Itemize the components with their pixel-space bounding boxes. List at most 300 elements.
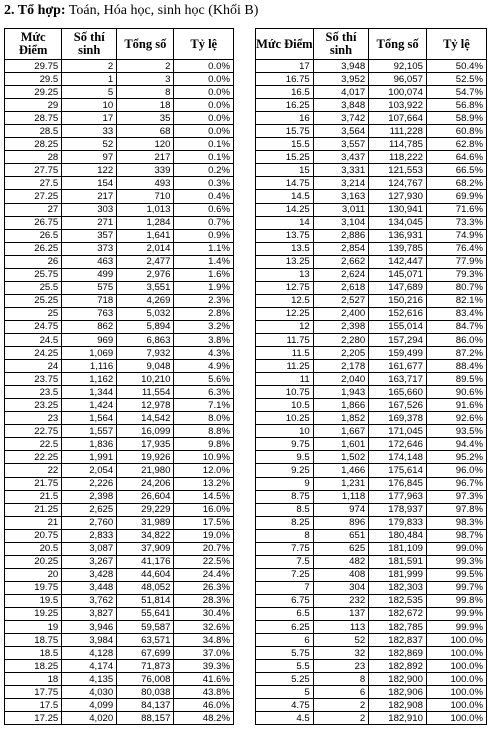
total-cell: 92,105 <box>369 60 427 73</box>
ratio-cell: 1.4% <box>174 255 234 268</box>
table-row <box>5 125 234 138</box>
total-cell: 8 <box>117 86 174 99</box>
table-row <box>5 281 234 294</box>
score-cell: 15.5 <box>256 138 314 151</box>
ratio-cell: 50.4% <box>426 60 486 73</box>
score-cell: 23.5 <box>5 386 62 399</box>
total-cell: 37,909 <box>117 542 174 555</box>
count-cell: 122 <box>62 164 117 177</box>
table-row <box>256 333 487 346</box>
table-row <box>5 386 234 399</box>
table-row <box>5 190 234 203</box>
score-cell: 12.75 <box>256 281 314 294</box>
ratio-cell: 1.1% <box>174 242 234 255</box>
count-cell: 1,162 <box>62 373 117 386</box>
ratio-cell: 64.6% <box>426 151 486 164</box>
total-cell: 130,941 <box>369 203 427 216</box>
total-cell: 84,137 <box>117 699 174 712</box>
table-row <box>5 490 234 503</box>
total-cell: 2,976 <box>117 268 174 281</box>
score-cell: 14.75 <box>256 177 314 190</box>
count-cell: 232 <box>313 594 368 607</box>
score-cell: 22 <box>5 464 62 477</box>
total-cell: 171,045 <box>369 425 427 438</box>
table-row <box>5 686 234 699</box>
count-cell: 1,118 <box>313 490 368 503</box>
table-row <box>256 190 487 203</box>
score-cell: 12 <box>256 320 314 333</box>
score-cell: 20.25 <box>5 555 62 568</box>
ratio-cell: 91.6% <box>426 399 486 412</box>
table-row <box>5 177 234 190</box>
score-cell: 22.75 <box>5 425 62 438</box>
count-cell: 3,827 <box>62 607 117 620</box>
total-cell: 152,616 <box>369 307 427 320</box>
count-cell: 1,557 <box>62 425 117 438</box>
count-cell: 1,424 <box>62 399 117 412</box>
score-cell: 5 <box>256 686 314 699</box>
table-row <box>256 568 487 581</box>
score-cell: 28 <box>5 151 62 164</box>
table-row <box>5 60 234 73</box>
ratio-cell: 30.4% <box>174 607 234 620</box>
table-row <box>5 425 234 438</box>
score-cell: 16.75 <box>256 73 314 86</box>
count-cell: 137 <box>313 607 368 620</box>
table-row <box>5 542 234 555</box>
score-cell: 15.25 <box>256 151 314 164</box>
table-row <box>256 542 487 555</box>
score-cell: 6 <box>256 634 314 647</box>
header-count: Số thí sinh <box>62 29 117 60</box>
count-cell: 3,163 <box>313 190 368 203</box>
count-cell: 763 <box>62 307 117 320</box>
table-row <box>256 60 487 73</box>
table-row <box>256 177 487 190</box>
total-cell: 100,074 <box>369 86 427 99</box>
total-cell: 155,014 <box>369 320 427 333</box>
table-row <box>256 138 487 151</box>
count-cell: 97 <box>62 151 117 164</box>
score-cell: 21.25 <box>5 503 62 516</box>
total-cell: 107,664 <box>369 112 427 125</box>
count-cell: 2,178 <box>313 360 368 373</box>
ratio-cell: 4.9% <box>174 360 234 373</box>
total-cell: 157,294 <box>369 333 427 346</box>
count-cell: 2,398 <box>62 490 117 503</box>
score-cell: 18.75 <box>5 634 62 647</box>
table-row <box>5 594 234 607</box>
table-row <box>5 112 234 125</box>
total-cell: 182,869 <box>369 647 427 660</box>
total-cell: 7,932 <box>117 347 174 360</box>
count-cell: 2,760 <box>62 516 117 529</box>
header-score: Mức Điểm <box>5 29 62 60</box>
total-cell: 120 <box>117 138 174 151</box>
ratio-cell: 99.0% <box>426 542 486 555</box>
count-cell: 1 <box>62 73 117 86</box>
score-cell: 19.25 <box>5 607 62 620</box>
count-cell: 3,848 <box>313 99 368 112</box>
total-cell: 167,526 <box>369 399 427 412</box>
total-cell: 12,978 <box>117 399 174 412</box>
header-ratio: Tỷ lệ <box>174 29 234 60</box>
table-row <box>256 607 487 620</box>
score-cell: 20.5 <box>5 542 62 555</box>
total-cell: 182,900 <box>369 673 427 686</box>
ratio-cell: 37.0% <box>174 647 234 660</box>
table-row <box>256 255 487 268</box>
total-cell: 55,641 <box>117 607 174 620</box>
table-row <box>5 203 234 216</box>
table-row <box>5 360 234 373</box>
table-row <box>256 151 487 164</box>
score-cell: 7.5 <box>256 555 314 568</box>
count-cell: 2,625 <box>62 503 117 516</box>
table-row <box>5 647 234 660</box>
ratio-cell: 6.3% <box>174 386 234 399</box>
total-cell: 2,014 <box>117 242 174 255</box>
total-cell: 59,587 <box>117 621 174 634</box>
total-cell: 180,484 <box>369 529 427 542</box>
total-cell: 16,099 <box>117 425 174 438</box>
total-cell: 35 <box>117 112 174 125</box>
total-cell: 114,785 <box>369 138 427 151</box>
ratio-cell: 1.6% <box>174 268 234 281</box>
count-cell: 1,836 <box>62 438 117 451</box>
ratio-cell: 22.5% <box>174 555 234 568</box>
score-cell: 29 <box>5 99 62 112</box>
count-cell: 52 <box>62 138 117 151</box>
count-cell: 2,040 <box>313 373 368 386</box>
total-cell: 1,284 <box>117 216 174 229</box>
count-cell: 2 <box>313 699 368 712</box>
ratio-cell: 0.4% <box>174 190 234 203</box>
table-body-left <box>5 60 234 725</box>
ratio-cell: 92.6% <box>426 412 486 425</box>
table-row <box>256 425 487 438</box>
score-cell: 26.75 <box>5 216 62 229</box>
count-cell: 4,174 <box>62 660 117 673</box>
count-cell: 23 <box>313 660 368 673</box>
count-cell: 1,667 <box>313 425 368 438</box>
ratio-cell: 0.7% <box>174 216 234 229</box>
total-cell: 165,660 <box>369 386 427 399</box>
ratio-cell: 100.0% <box>426 712 486 725</box>
table-row <box>5 242 234 255</box>
total-cell: 150,216 <box>369 294 427 307</box>
count-cell: 2,205 <box>313 347 368 360</box>
total-cell: 4,269 <box>117 294 174 307</box>
total-cell: 18 <box>117 99 174 112</box>
count-cell: 3,267 <box>62 555 117 568</box>
score-cell: 5.75 <box>256 647 314 660</box>
count-cell: 3,948 <box>313 60 368 73</box>
count-cell: 2,624 <box>313 268 368 281</box>
table-row <box>5 333 234 346</box>
score-cell: 9.25 <box>256 464 314 477</box>
table-row <box>256 307 487 320</box>
ratio-cell: 0.2% <box>174 164 234 177</box>
score-cell: 16.25 <box>256 99 314 112</box>
ratio-cell: 96.7% <box>426 477 486 490</box>
table-row <box>5 294 234 307</box>
ratio-cell: 79.3% <box>426 268 486 281</box>
count-cell: 217 <box>62 190 117 203</box>
table-row <box>5 438 234 451</box>
total-cell: 134,045 <box>369 216 427 229</box>
total-cell: 136,931 <box>369 229 427 242</box>
count-cell: 2,054 <box>62 464 117 477</box>
score-cell: 19 <box>5 621 62 634</box>
count-cell: 4,135 <box>62 673 117 686</box>
ratio-cell: 100.0% <box>426 634 486 647</box>
score-cell: 5.25 <box>256 673 314 686</box>
score-cell: 22.5 <box>5 438 62 451</box>
table-row <box>256 294 487 307</box>
ratio-cell: 99.3% <box>426 555 486 568</box>
table-row <box>256 164 487 177</box>
table-row <box>5 99 234 112</box>
count-cell: 3,214 <box>313 177 368 190</box>
table-row <box>5 216 234 229</box>
count-cell: 482 <box>313 555 368 568</box>
ratio-cell: 96.0% <box>426 464 486 477</box>
table-row <box>5 320 234 333</box>
ratio-cell: 34.8% <box>174 634 234 647</box>
table-row <box>5 634 234 647</box>
score-cell: 27.5 <box>5 177 62 190</box>
score-cell: 25.75 <box>5 268 62 281</box>
table-row <box>5 307 234 320</box>
table-row <box>5 477 234 490</box>
total-cell: 178,937 <box>369 503 427 516</box>
ratio-cell: 13.2% <box>174 477 234 490</box>
score-cell: 17 <box>256 60 314 73</box>
count-cell: 1,564 <box>62 412 117 425</box>
table-row <box>5 621 234 634</box>
score-cell: 15 <box>256 164 314 177</box>
ratio-cell: 94.4% <box>426 438 486 451</box>
total-cell: 48,052 <box>117 581 174 594</box>
score-cell: 18.5 <box>5 647 62 660</box>
score-cell: 18.25 <box>5 660 62 673</box>
table-row <box>256 347 487 360</box>
total-cell: 34,822 <box>117 529 174 542</box>
score-cell: 6.25 <box>256 621 314 634</box>
table-row <box>256 699 487 712</box>
total-cell: 71,873 <box>117 660 174 673</box>
score-cell: 28.75 <box>5 112 62 125</box>
table-body-right <box>256 60 487 725</box>
table-row <box>256 621 487 634</box>
score-cell: 9.75 <box>256 438 314 451</box>
table-row <box>5 699 234 712</box>
ratio-cell: 54.7% <box>426 86 486 99</box>
count-cell: 6 <box>313 686 368 699</box>
ratio-cell: 86.0% <box>426 333 486 346</box>
total-cell: 175,614 <box>369 464 427 477</box>
count-cell: 3,448 <box>62 581 117 594</box>
total-cell: 19,926 <box>117 451 174 464</box>
total-cell: 181,999 <box>369 568 427 581</box>
table-row <box>5 164 234 177</box>
ratio-cell: 43.8% <box>174 686 234 699</box>
count-cell: 2,833 <box>62 529 117 542</box>
table-row <box>5 607 234 620</box>
ratio-cell: 99.9% <box>426 607 486 620</box>
score-cell: 14.5 <box>256 190 314 203</box>
count-cell: 1,991 <box>62 451 117 464</box>
count-cell: 2,400 <box>313 307 368 320</box>
total-cell: 339 <box>117 164 174 177</box>
ratio-cell: 68.2% <box>426 177 486 190</box>
header-count: Số thí sinh <box>313 29 368 60</box>
count-cell: 2,280 <box>313 333 368 346</box>
ratio-cell: 3.8% <box>174 333 234 346</box>
count-cell: 1,943 <box>313 386 368 399</box>
total-cell: 5,032 <box>117 307 174 320</box>
total-cell: 51,814 <box>117 594 174 607</box>
header-total: Tổng số <box>369 29 427 60</box>
table-row <box>256 112 487 125</box>
total-cell: 182,672 <box>369 607 427 620</box>
table-row <box>256 555 487 568</box>
score-cell: 16 <box>256 112 314 125</box>
score-cell: 10.75 <box>256 386 314 399</box>
total-cell: 172,646 <box>369 438 427 451</box>
ratio-cell: 87.2% <box>426 347 486 360</box>
ratio-cell: 90.6% <box>426 386 486 399</box>
table-row <box>256 712 487 725</box>
count-cell: 974 <box>313 503 368 516</box>
count-cell: 10 <box>62 99 117 112</box>
header-ratio: Tỷ lệ <box>426 29 486 60</box>
count-cell: 32 <box>313 647 368 660</box>
table-row <box>256 673 487 686</box>
table-row <box>256 216 487 229</box>
ratio-cell: 39.3% <box>174 660 234 673</box>
table-row <box>5 373 234 386</box>
ratio-cell: 100.0% <box>426 699 486 712</box>
count-cell: 3,984 <box>62 634 117 647</box>
score-cell: 25.5 <box>5 281 62 294</box>
table-row <box>5 412 234 425</box>
ratio-cell: 97.3% <box>426 490 486 503</box>
ratio-cell: 60.8% <box>426 125 486 138</box>
total-cell: 63,571 <box>117 634 174 647</box>
count-cell: 408 <box>313 568 368 581</box>
count-cell: 3,762 <box>62 594 117 607</box>
total-cell: 80,038 <box>117 686 174 699</box>
ratio-cell: 0.3% <box>174 177 234 190</box>
table-row <box>5 464 234 477</box>
table-row <box>256 386 487 399</box>
count-cell: 2,527 <box>313 294 368 307</box>
score-cell: 14.25 <box>256 203 314 216</box>
ratio-cell: 28.3% <box>174 594 234 607</box>
table-row <box>256 438 487 451</box>
count-cell: 3,952 <box>313 73 368 86</box>
ratio-cell: 99.8% <box>426 594 486 607</box>
total-cell: 181,109 <box>369 542 427 555</box>
total-cell: 96,057 <box>369 73 427 86</box>
table-row <box>5 529 234 542</box>
score-cell: 17.25 <box>5 712 62 725</box>
score-cell: 10.5 <box>256 399 314 412</box>
count-cell: 3,557 <box>313 138 368 151</box>
score-cell: 6.75 <box>256 594 314 607</box>
score-cell: 28.5 <box>5 125 62 138</box>
total-cell: 493 <box>117 177 174 190</box>
table-row <box>256 451 487 464</box>
score-cell: 7 <box>256 581 314 594</box>
score-cell: 25.25 <box>5 294 62 307</box>
table-row <box>256 360 487 373</box>
score-cell: 24.75 <box>5 320 62 333</box>
table-row <box>256 373 487 386</box>
ratio-cell: 100.0% <box>426 647 486 660</box>
total-cell: 121,553 <box>369 164 427 177</box>
count-cell: 862 <box>62 320 117 333</box>
table-row <box>5 555 234 568</box>
table-row <box>256 203 487 216</box>
count-cell: 52 <box>313 634 368 647</box>
total-cell: 174,148 <box>369 451 427 464</box>
section-title: Toán, Hóa học, sinh học (Khối B) <box>65 3 259 18</box>
count-cell: 2,398 <box>313 320 368 333</box>
score-cell: 13.25 <box>256 255 314 268</box>
ratio-cell: 0.9% <box>174 229 234 242</box>
count-cell: 575 <box>62 281 117 294</box>
table-row <box>256 268 487 281</box>
ratio-cell: 2.3% <box>174 294 234 307</box>
table-row <box>256 464 487 477</box>
ratio-cell: 0.0% <box>174 86 234 99</box>
ratio-cell: 58.9% <box>426 112 486 125</box>
score-cell: 8.75 <box>256 490 314 503</box>
total-cell: 182,910 <box>369 712 427 725</box>
count-cell: 3,742 <box>313 112 368 125</box>
total-cell: 26,604 <box>117 490 174 503</box>
ratio-cell: 0.1% <box>174 151 234 164</box>
table-row <box>256 647 487 660</box>
table-row <box>256 281 487 294</box>
count-cell: 113 <box>313 621 368 634</box>
total-cell: 176,845 <box>369 477 427 490</box>
total-cell: 3,551 <box>117 281 174 294</box>
header-score: Mức Điểm <box>256 29 314 60</box>
score-cell: 24 <box>5 360 62 373</box>
ratio-cell: 74.9% <box>426 229 486 242</box>
count-cell: 1,069 <box>62 347 117 360</box>
ratio-cell: 100.0% <box>426 673 486 686</box>
table-row <box>256 594 487 607</box>
table-row <box>5 516 234 529</box>
table-row <box>5 673 234 686</box>
score-cell: 8.5 <box>256 503 314 516</box>
total-cell: 182,535 <box>369 594 427 607</box>
count-cell: 271 <box>62 216 117 229</box>
ratio-cell: 24.4% <box>174 568 234 581</box>
count-cell: 896 <box>313 516 368 529</box>
table-row <box>5 138 234 151</box>
table-row <box>5 86 234 99</box>
score-cell: 11 <box>256 373 314 386</box>
score-cell: 21 <box>5 516 62 529</box>
table-row <box>256 660 487 673</box>
total-cell: 161,677 <box>369 360 427 373</box>
